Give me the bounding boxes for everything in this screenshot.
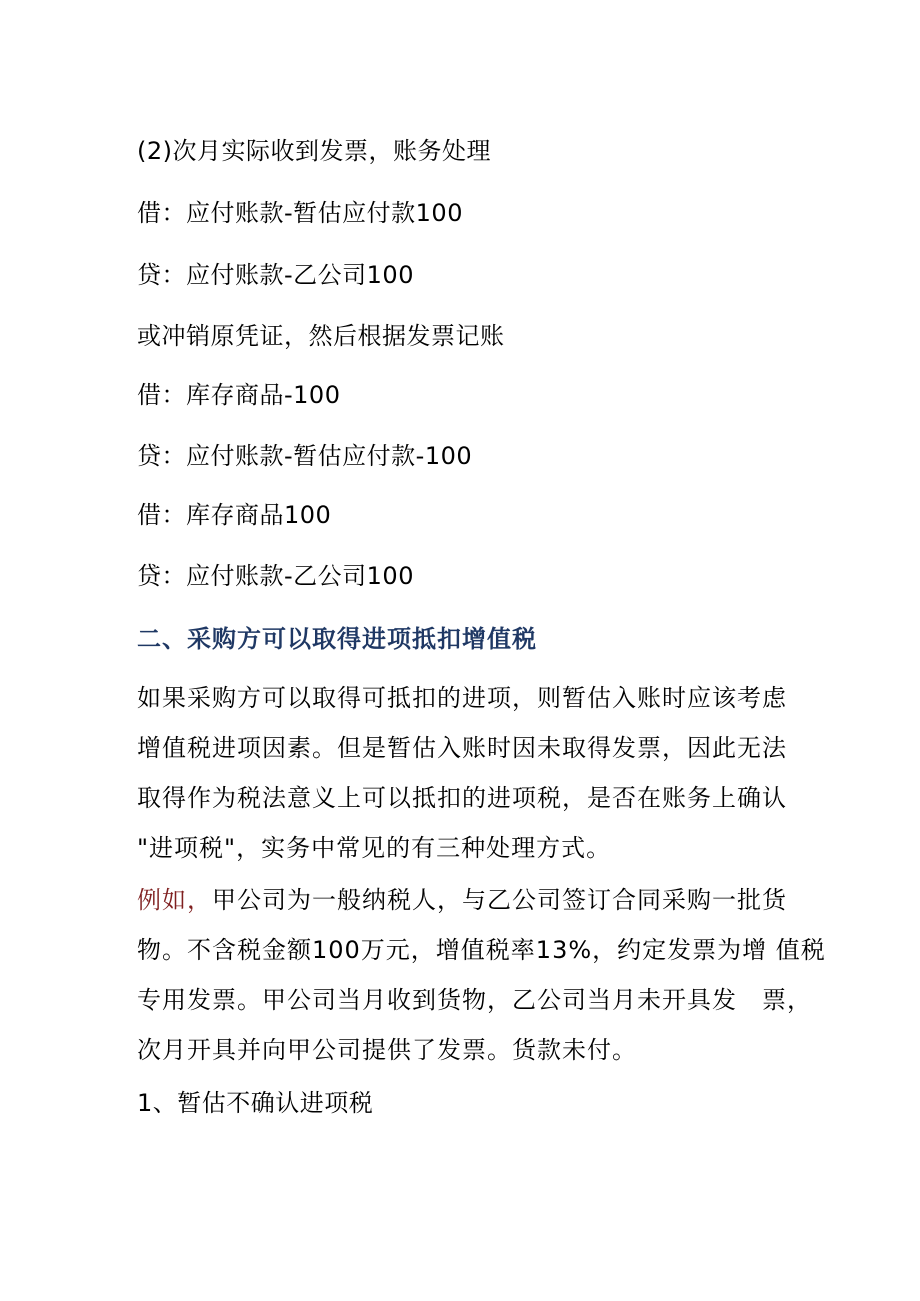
example-label: 例如， — [137, 886, 212, 914]
text-line-4: 或冲销原凭证，然后根据发票记账 — [137, 322, 505, 350]
subheading: 1、暂估不确认进项税 — [137, 1089, 374, 1117]
text-line-6: 贷：应付账款-暂估应付款-100 — [137, 442, 473, 470]
paragraph-line — [137, 875, 787, 925]
paragraph-line: 专用发票。甲公司当月收到货物，乙公司当月未开具发 票， — [137, 986, 812, 1014]
paragraph-example — [137, 875, 826, 1075]
paragraph-line: 如果采购方可以取得可抵扣的进项，则暂估入账时应该考虑 — [137, 684, 787, 712]
section-heading: 二、采购方可以取得进项抵扣增值税 — [137, 625, 537, 653]
text-line-5: 借：库存商品-100 — [137, 381, 341, 409]
example-text: 甲公司为一般纳税人，与乙公司签订合同采购一批货 — [212, 886, 787, 914]
paragraph-line: 增值税进项因素。但是暂估入账时因未取得发票，因此无法 — [137, 734, 787, 762]
paragraph-line: 取得作为税法意义上可以抵扣的进项税，是否在账务上确认 — [137, 784, 787, 812]
text-line-8: 贷：应付账款-乙公司100 — [137, 562, 414, 590]
text-line-2: 借：应付账款-暂估应付款100 — [137, 199, 463, 227]
paragraph-line: "进项税"，实务中常见的有三种处理方式。 — [137, 834, 612, 862]
paragraph-line: 次月开具并向甲公司提供了发票。货款未付。 — [137, 1036, 637, 1064]
text-line-1: (2)次月实际收到发票，账务处理 — [137, 137, 491, 165]
text-line-7: 借：库存商品100 — [137, 501, 332, 529]
paragraph-vat-intro — [137, 673, 787, 873]
text-line-3: 贷：应付账款-乙公司100 — [137, 261, 414, 289]
paragraph-line: 物。不含税金额100万元，增值税率13%，约定发票为增 值税 — [137, 936, 826, 964]
